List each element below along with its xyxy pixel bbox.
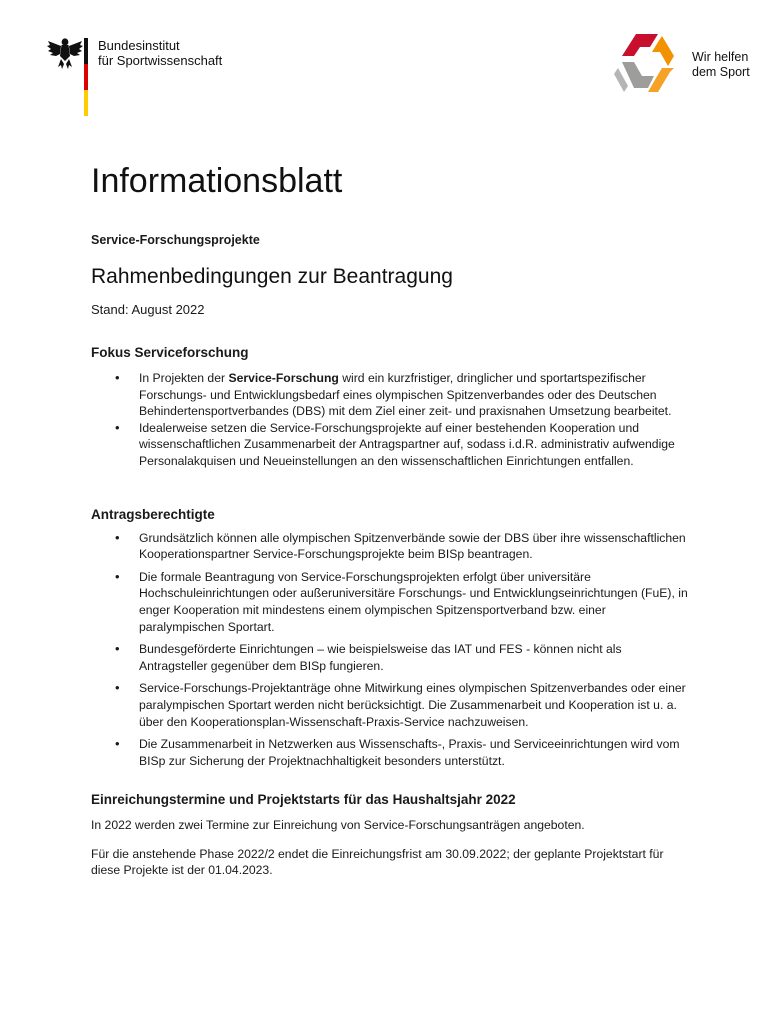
list-item-text: In Projekten der	[139, 371, 229, 385]
document-body	[91, 158, 691, 879]
list-item: • Bundesgeförderte Einrichtungen – wie beispielsweise das IAT und FES - können nicht als Antragsteller gegenüber dem BISp fungieren.	[91, 641, 691, 674]
section-heading: Antragsberechtigte	[91, 506, 215, 522]
section-heading: Fokus Serviceforschung	[91, 345, 249, 360]
section-antragsberechtigte	[91, 506, 691, 770]
slogan	[692, 50, 750, 80]
section-fokus	[91, 344, 691, 470]
document-kicker: Service-Forschungsprojekte	[91, 233, 260, 247]
list-item: • Grundsätzlich können alle olympischen Spitzenverbände sowie der DBS über ihre wissenschaftlichen Kooperationspartner Service-Forschungsprojekte beim BISp beantragen.	[91, 530, 691, 563]
document-date: Stand: August 2022	[91, 302, 205, 317]
list-item: • Die Zusammenarbeit in Netzwerken aus Wissenschafts-, Praxis- und Serviceeinrichtungen wird vom BISp zur Sicherung der Projektnachhaltigkeit besonders unterstützt.	[91, 736, 691, 769]
org-name-line-2: für Sportwissenschaft	[98, 53, 223, 68]
bisp-logo	[44, 36, 264, 116]
federal-eagle-icon	[46, 36, 84, 70]
list-item-text: wird ein kurzfristiger, dringlicher und sportartspezifischer Forschungs- und Entwicklungsbedarf eines olympischen Spitzenverbandes oder des Deutschen Behindertensportverbandes (DBS) mit dem Ziel einer zeit- und praxisnahen Umsetzung bearbeitet.	[139, 371, 672, 419]
paragraph: Für die anstehende Phase 2022/2 endet die Einreichungsfrist am 30.09.2022; der geplante Projektstart für diese Projekte ist der 01.04.2023.	[91, 846, 664, 878]
slogan-line-1: Wir helfen	[692, 50, 749, 64]
bullet-list	[91, 370, 691, 470]
list-item	[91, 370, 691, 420]
bullet-list	[91, 530, 691, 770]
wir-helfen-logo	[612, 30, 762, 100]
document-title: Informationsblatt	[91, 162, 343, 200]
organization-name	[98, 38, 222, 68]
org-name-line-1: Bundesinstitut	[98, 38, 180, 53]
list-item: • Idealerweise setzen die Service-Forschungsprojekte auf einer bestehenden Kooperation und wissenschaftlichen Zusammenarbeit der Antragspartner auf, sodass i.d.R. administrativ aufwendige Personalakquisen und Neueinstellungen an den wissenschaftlichen Einrichtungen entfallen.	[91, 420, 691, 470]
section-einreichungstermine	[91, 791, 691, 879]
german-flag-bar	[84, 38, 88, 116]
document-subtitle: Rahmenbedingungen zur Beantragung	[91, 265, 453, 288]
paragraph: In 2022 werden zwei Termine zur Einreichung von Service-Forschungsanträgen angeboten.	[91, 818, 585, 833]
slogan-line-2: dem Sport	[692, 65, 750, 79]
list-item: • Service-Forschungs-Projektanträge ohne Mitwirkung eines olympischen Spitzenverbandes oder einer paralympischen Sportart werden nicht berücksichtigt. Die Zusammenarbeit und Kooperation ist u. a. über den Kooperationsplan-Wissenschaft-Praxis-Service nachzuweisen.	[91, 680, 691, 730]
list-item: • Die formale Beantragung von Service-Forschungsprojekten erfolgt über universitäre Hochschuleinrichtungen oder außeruniversitäre Forschungs- und Entwicklungseinrichtungen (FuE), in enger Kooperation mit mindestens einem olympischen Spitzensportverband bzw. einer paralympischen Sportart.	[91, 569, 691, 635]
list-item-emphasis: Service-Forschung	[228, 371, 339, 385]
section-heading: Einreichungstermine und Projektstarts für das Haushaltsjahr 2022	[91, 792, 516, 808]
hexagon-logo-icon	[614, 32, 684, 98]
